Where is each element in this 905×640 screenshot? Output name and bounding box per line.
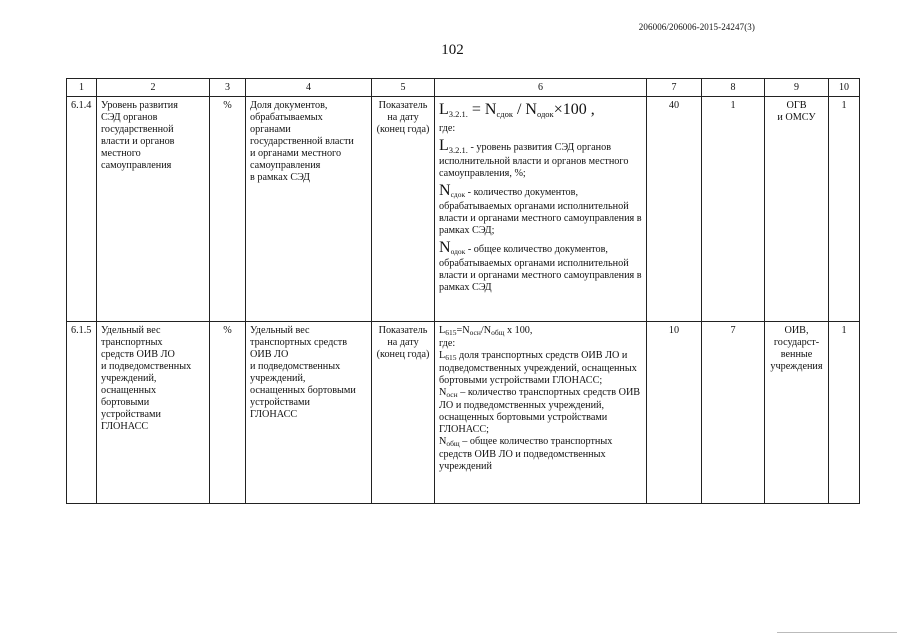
indicator-type: Показатель на дату (конец года): [372, 322, 435, 504]
column-8-value: 1: [702, 97, 765, 322]
column-header: 5: [372, 79, 435, 97]
indicators-table: [66, 78, 860, 504]
formula-where: где:: [439, 337, 456, 349]
column-header: 4: [246, 79, 372, 97]
responsible-body: ОИВ, государст- венные учреждения: [765, 322, 829, 504]
column-header: 6: [435, 79, 647, 97]
formula: L3.2.1. = Nсдок / Nодок×100 ,: [439, 101, 595, 119]
column-10-value: 1: [829, 322, 860, 504]
row-number: 6.1.5: [67, 322, 97, 504]
table-row: [67, 322, 860, 504]
formula-definition: $L_{3.2.1.}$ - уровень развития СЭД органов исполнительной власти и органов местного самоуправления, %;: [439, 136, 629, 179]
indicator-type: Показатель на дату (конец года): [372, 97, 435, 322]
column-7-value: 40: [647, 97, 702, 322]
indicator-description: Удельный вес транспортных средств ОИВ ЛО и подведомственных учреждений, оснащенных бортовыми устройствами ГЛОНАСС: [246, 322, 372, 504]
column-7-value: 10: [647, 322, 702, 504]
row-number: 6.1.4: [67, 97, 97, 322]
formula-definition: Nодок - общее количество документов, обрабатываемых органами исполнительной власти и органами местного самоуправления в рамках СЭД: [439, 238, 642, 293]
table-row: [67, 97, 860, 322]
column-header: 2: [97, 79, 210, 97]
formula-definition: Nобщ – общее количество транспортных средств ОИВ ЛО и подведомственных учреждений: [439, 435, 613, 472]
column-8-value: 7: [702, 322, 765, 504]
column-header: 9: [765, 79, 829, 97]
column-header: 10: [829, 79, 860, 97]
document-code: 206006/206006-2015-24247(3): [638, 22, 755, 32]
page-footer-rule: [777, 632, 897, 633]
column-header: 1: [67, 79, 97, 97]
column-header: 3: [210, 79, 246, 97]
indicator-name: Удельный вес транспортных средств ОИВ ЛО и подведомственных учреждений, оснащенных бортовыми устройствами ГЛОНАСС: [97, 322, 210, 504]
formula-cell: [435, 97, 647, 322]
formula: L615=Nосн/Nобщ x 100,: [439, 325, 533, 337]
table-header-row: [67, 79, 860, 97]
formula-definition: Nсдок - количество документов, обрабатываемых органами исполнительной власти и органами местного самоуправления в рамках СЭД;: [439, 181, 642, 236]
page-number: 102: [441, 42, 464, 58]
formula-definition: L615 доля транспортных средств ОИВ ЛО и подведомственных учреждений, оснащенных бортовыми устройствами ГЛОНАСС;: [439, 349, 637, 386]
indicator-description: Доля документов, обрабатываемых органами государственной власти и органами местного самоуправления в рамках СЭД: [246, 97, 372, 322]
formula-definition: Nосн – количество транспортных средств ОИВ ЛО и подведомственных учреждений, оснащенных бортовыми устройствами ГЛОНАСС;: [439, 386, 641, 435]
column-header: 7: [647, 79, 702, 97]
unit: %: [210, 97, 246, 322]
indicator-name: Уровень развития СЭД органов государственной власти и органов местного самоуправления: [97, 97, 210, 322]
formula-where: где:: [439, 122, 456, 134]
unit: %: [210, 322, 246, 504]
responsible-body: ОГВ и ОМСУ: [765, 97, 829, 322]
column-header: 8: [702, 79, 765, 97]
column-10-value: 1: [829, 97, 860, 322]
formula-cell: [435, 322, 647, 504]
